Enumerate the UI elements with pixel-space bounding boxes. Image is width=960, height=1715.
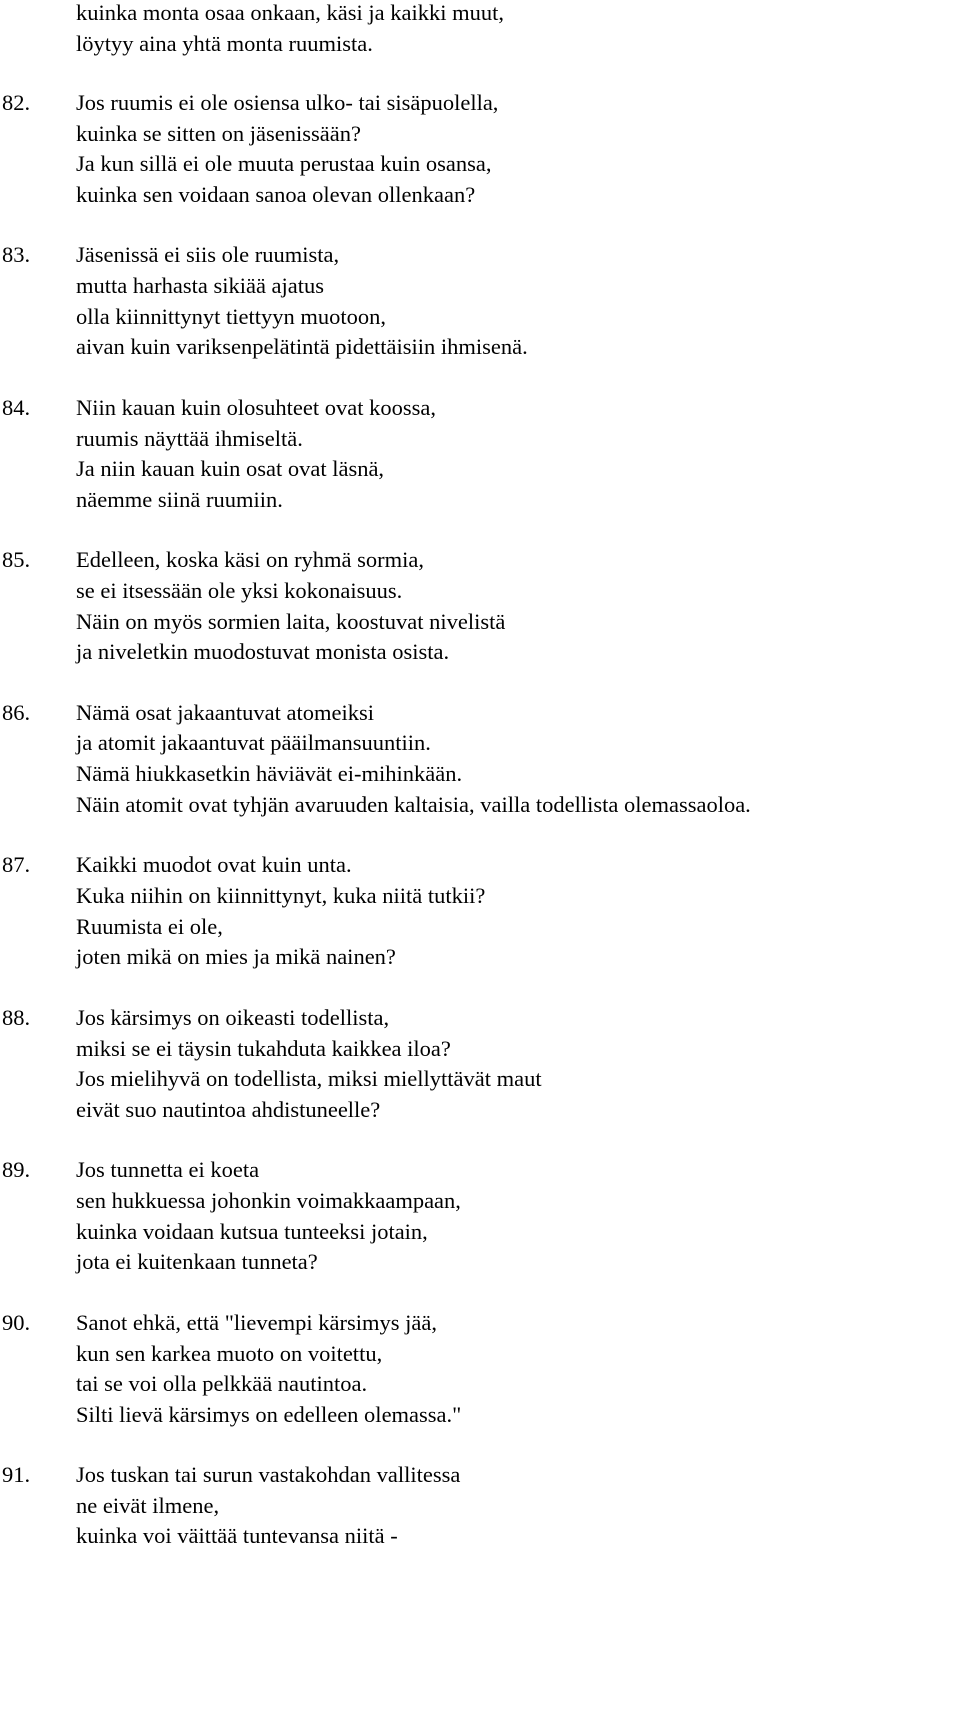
verse-number-91: 91. bbox=[2, 1462, 31, 1487]
verse-88-line: Jos mielihyvä on todellista, miksi miellyttävät maut bbox=[76, 1066, 542, 1091]
verse-number-89: 89. bbox=[2, 1157, 31, 1182]
verse-88-line: Jos kärsimys on oikeasti todellista, bbox=[76, 1005, 390, 1030]
verse-87-line: joten mikä on mies ja mikä nainen? bbox=[76, 944, 396, 969]
verse-83-line: aivan kuin variksenpelätintä pidettäisiin ihmisenä. bbox=[76, 334, 528, 359]
verse-number-90: 90. bbox=[2, 1310, 31, 1335]
verse-number-84: 84. bbox=[2, 395, 31, 420]
verse-88-line: miksi se ei täysin tukahduta kaikkea iloa? bbox=[76, 1036, 451, 1061]
verse-85-line: se ei itsessään ole yksi kokonaisuus. bbox=[76, 578, 403, 603]
verse-82-line: kuinka se sitten on jäsenissään? bbox=[76, 121, 361, 146]
verse-89-line: jota ei kuitenkaan tunneta? bbox=[76, 1249, 318, 1274]
verse-83-line: Jäsenissä ei siis ole ruumista, bbox=[76, 242, 340, 267]
verse-number-86: 86. bbox=[2, 700, 31, 725]
verse-85-line: Edelleen, koska käsi on ryhmä sormia, bbox=[76, 547, 425, 572]
verse-number-88: 88. bbox=[2, 1005, 31, 1030]
verse-84-line: näemme siinä ruumiin. bbox=[76, 487, 283, 512]
verse-91-line: Jos tuskan tai surun vastakohdan vallitessa bbox=[76, 1462, 461, 1487]
verse-87-line: Kuka niihin on kiinnittynyt, kuka niitä tutkii? bbox=[76, 883, 486, 908]
verse-90-line: tai se voi olla pelkkää nautintoa. bbox=[76, 1371, 368, 1396]
verse-87-line: Kaikki muodot ovat kuin unta. bbox=[76, 852, 352, 877]
verse-86-line: Nämä hiukkasetkin häviävät ei-mihinkään. bbox=[76, 761, 463, 786]
verse-85-line: ja niveletkin muodostuvat monista osista. bbox=[76, 639, 450, 664]
verse-83-line: mutta harhasta sikiää ajatus bbox=[76, 273, 325, 298]
verse-86-line: Näin atomit ovat tyhjän avaruuden kaltaisia, vailla todellista olemassaoloa. bbox=[76, 792, 751, 817]
verse-90-line: kun sen karkea muoto on voitettu, bbox=[76, 1341, 383, 1366]
verse-84-line: Ja niin kauan kuin osat ovat läsnä, bbox=[76, 456, 385, 481]
verse-91-line: ne eivät ilmene, bbox=[76, 1493, 220, 1518]
verse-84-line: ruumis näyttää ihmiseltä. bbox=[76, 426, 303, 451]
verse-88-line: eivät suo nautintoa ahdistuneelle? bbox=[76, 1097, 381, 1122]
verse-89-line: sen hukkuessa johonkin voimakkaampaan, bbox=[76, 1188, 461, 1213]
intro-line: kuinka monta osaa onkaan, käsi ja kaikki muut, bbox=[76, 0, 505, 25]
verse-90-line: Sanot ehkä, että "lievempi kärsimys jää, bbox=[76, 1310, 437, 1335]
verse-86-line: ja atomit jakaantuvat pääilmansuuntiin. bbox=[76, 730, 431, 755]
verse-82-line: Ja kun sillä ei ole muuta perustaa kuin osansa, bbox=[76, 151, 492, 176]
verse-84-line: Niin kauan kuin olosuhteet ovat koossa, bbox=[76, 395, 436, 420]
verse-number-87: 87. bbox=[2, 852, 31, 877]
verse-89-line: kuinka voidaan kutsua tunteeksi jotain, bbox=[76, 1219, 428, 1244]
verse-91-line: kuinka voi väittää tuntevansa niitä - bbox=[76, 1523, 398, 1548]
verse-83-line: olla kiinnittynyt tiettyyn muotoon, bbox=[76, 304, 386, 329]
verse-82-line: kuinka sen voidaan sanoa olevan ollenkaan? bbox=[76, 182, 476, 207]
verse-number-83: 83. bbox=[2, 242, 31, 267]
verse-82-line: Jos ruumis ei ole osiensa ulko- tai sisäpuolella, bbox=[76, 90, 499, 115]
verse-86-line: Nämä osat jakaantuvat atomeiksi bbox=[76, 700, 375, 725]
verse-number-82: 82. bbox=[2, 90, 31, 115]
verse-number-85: 85. bbox=[2, 547, 31, 572]
verse-90-line: Silti lievä kärsimys on edelleen olemassa." bbox=[76, 1402, 462, 1427]
verse-85-line: Näin on myös sormien laita, koostuvat nivelistä bbox=[76, 609, 506, 634]
intro-line: löytyy aina yhtä monta ruumista. bbox=[76, 31, 373, 56]
verse-89-line: Jos tunnetta ei koeta bbox=[76, 1157, 260, 1182]
verse-87-line: Ruumista ei ole, bbox=[76, 914, 223, 939]
